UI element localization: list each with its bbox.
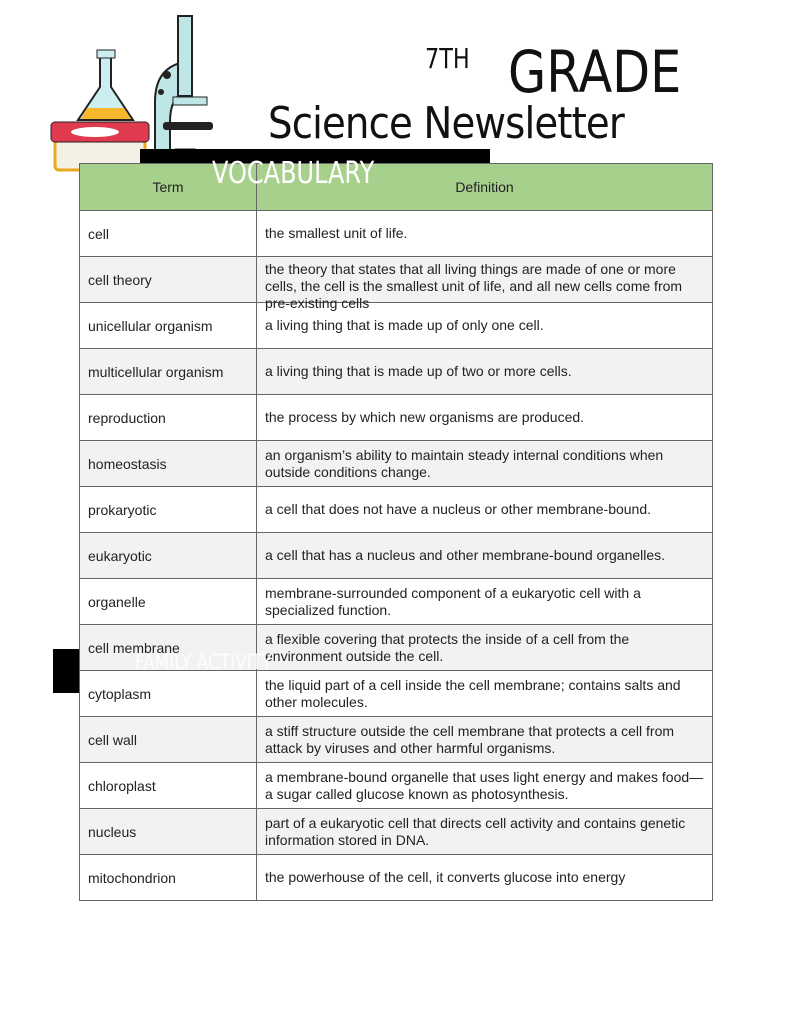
term-cell: multicellular organism [80, 349, 257, 395]
definition-text: the smallest unit of life. [265, 225, 408, 241]
table-row [80, 487, 713, 533]
term-cell: unicellular organism [80, 303, 257, 349]
term-cell: cell theory [80, 257, 257, 303]
definition-text: a cell that has a nucleus and other membrane-bound organelles. [265, 547, 666, 563]
term-cell: cell [80, 211, 257, 257]
definition-text: a flexible covering that protects the inside of a cell from the environment outside the cell. [265, 630, 630, 664]
table-row [80, 533, 713, 579]
table-row [80, 671, 713, 717]
table-row [80, 855, 713, 901]
table-row [80, 579, 713, 625]
definition-cell [257, 487, 713, 533]
definition-text: a living thing that is made up of two or more cells. [265, 363, 572, 379]
definition-cell [257, 533, 713, 579]
grade-prefix: 7TH [425, 42, 470, 75]
definition-cell [257, 211, 713, 257]
definition-cell [257, 763, 713, 809]
family-activity-heading: FAMILY ACTIVITY [135, 650, 272, 674]
definition-cell [257, 809, 713, 855]
definition-text: a cell that does not have a nucleus or other membrane-bound. [265, 501, 652, 517]
definition-text: a membrane-bound organelle that uses light energy and makes food—a sugar called glucose known as photosynthesis. [265, 768, 704, 802]
table-row [80, 303, 713, 349]
definition-text: part of a eukaryotic cell that directs cell activity and contains genetic information stored in DNA. [265, 814, 686, 848]
term-cell: homeostasis [80, 441, 257, 487]
definition-text: a living thing that is made up of only one cell. [265, 317, 544, 333]
term-cell: cytoplasm [80, 671, 257, 717]
definition-cell [257, 579, 713, 625]
definition-text: the process by which new organisms are produced. [265, 409, 585, 425]
table-row [80, 395, 713, 441]
table-row [80, 257, 713, 303]
definition-cell [257, 349, 713, 395]
table-row [80, 763, 713, 809]
definition-cell [257, 625, 713, 671]
definition-cell [257, 717, 713, 763]
term-cell: mitochondrion [80, 855, 257, 901]
table-header-row [80, 164, 713, 211]
definition-text: membrane-surrounded component of a eukaryotic cell with a specialized function. [265, 584, 641, 618]
term-cell: cell wall [80, 717, 257, 763]
term-cell: organelle [80, 579, 257, 625]
term-cell: reproduction [80, 395, 257, 441]
definition-cell [257, 855, 713, 901]
definition-cell [257, 257, 713, 311]
term-cell: prokaryotic [80, 487, 257, 533]
term-cell: nucleus [80, 809, 257, 855]
definition-text: a stiff structure outside the cell membrane that protects a cell from attack by viruses and other harmful organisms. [265, 722, 675, 756]
definition-text: the theory that states that all living things are made of one or more cells, the cell is the smallest unit of life, and all new cells come from pre-existing cells [265, 260, 683, 311]
grade-heading: GRADE [508, 38, 682, 106]
table-row [80, 441, 713, 487]
table-row [80, 211, 713, 257]
page-title: Science Newsletter [268, 98, 624, 149]
vocabulary-table [79, 163, 713, 901]
definition-text: an organism’s ability to maintain steady internal conditions when outside conditions change. [265, 446, 664, 480]
table-row [80, 349, 713, 395]
term-cell: chloroplast [80, 763, 257, 809]
table-row [80, 809, 713, 855]
term-cell: eukaryotic [80, 533, 257, 579]
definition-cell [257, 671, 713, 717]
vocabulary-heading: VOCABULARY [212, 156, 375, 191]
term-cell: cell membrane [80, 625, 257, 671]
family-activity-banner [53, 649, 79, 693]
table-row [80, 717, 713, 763]
definition-cell [257, 395, 713, 441]
definition-text: the powerhouse of the cell, it converts glucose into energy [265, 869, 626, 885]
definition-column-header: Definition [257, 164, 713, 211]
definition-text: the liquid part of a cell inside the cell membrane; contains salts and other molecules. [265, 676, 681, 710]
term-column-header: Term [80, 164, 257, 211]
definition-cell [257, 441, 713, 487]
